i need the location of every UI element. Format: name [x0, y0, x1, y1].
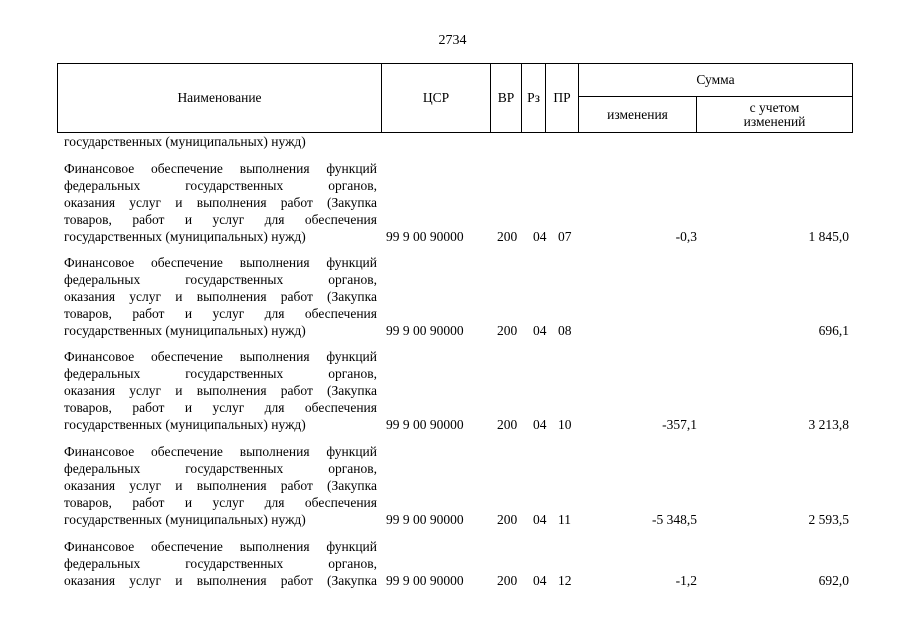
row-total: 692,0 — [818, 573, 849, 588]
table-row — [57, 160, 852, 245]
row-name — [64, 538, 377, 589]
row-pr: 12 — [558, 573, 572, 588]
table-header — [57, 63, 853, 133]
row-change: -1,2 — [675, 573, 697, 588]
row-name-line: Финансовое обеспечение выполнения функций — [64, 349, 377, 364]
table-row — [57, 254, 852, 339]
table-row — [57, 348, 852, 433]
row-csr: 99 9 00 90000 — [386, 512, 464, 527]
row-vr: 200 — [497, 323, 518, 338]
row-name — [64, 348, 377, 433]
row-vr: 200 — [497, 417, 518, 432]
header-vr: ВР — [491, 64, 522, 133]
row-name-line: государственных (муниципальных) нужд) — [64, 417, 306, 432]
row-total: 3 213,8 — [808, 417, 849, 432]
row-name-line: товаров, работ и услуг для обеспечения — [64, 306, 377, 321]
row-vr: 200 — [497, 229, 518, 244]
header-name: Наименование — [58, 64, 382, 133]
row-rz: 04 — [533, 512, 547, 527]
row-csr: 99 9 00 90000 — [386, 323, 464, 338]
row-change: -357,1 — [662, 417, 697, 432]
row-name-line: федеральных государственных органов, — [64, 556, 377, 571]
row-total: 1 845,0 — [808, 229, 849, 244]
row-rz: 04 — [533, 417, 547, 432]
row-csr: 99 9 00 90000 — [386, 417, 464, 432]
header-csr: ЦСР — [382, 64, 491, 133]
row-vr: 200 — [497, 512, 518, 527]
row-name-line: федеральных государственных органов, — [64, 366, 377, 381]
row-name-line: оказания услуг и выполнения работ (Закупка — [64, 383, 377, 398]
row-name-line: Финансовое обеспечение выполнения функций — [64, 444, 377, 459]
row-name-line: оказания услуг и выполнения работ (Закупка — [64, 289, 377, 304]
row-csr: 99 9 00 90000 — [386, 573, 464, 588]
row-name-line: оказания услуг и выполнения работ (Закупка — [64, 195, 377, 210]
row-name-line: товаров, работ и услуг для обеспечения — [64, 212, 377, 227]
row-pr: 11 — [558, 512, 571, 527]
row-name-line: Финансовое обеспечение выполнения функций — [64, 539, 377, 554]
row-total: 2 593,5 — [808, 512, 849, 527]
row-rz: 04 — [533, 229, 547, 244]
table-row — [57, 538, 852, 623]
row-name-line: товаров, работ и услуг для обеспечения — [64, 495, 377, 510]
header-rz: Рз — [522, 64, 546, 133]
header-total-line1: с учетом — [749, 99, 800, 115]
row-name-line: федеральных государственных органов, — [64, 461, 377, 476]
row-name — [64, 254, 377, 339]
header-pr: ПР — [546, 64, 579, 133]
row-rz: 04 — [533, 323, 547, 338]
row-name — [64, 443, 377, 528]
row-name-line: оказания услуг и выполнения работ (Закупка — [64, 573, 377, 588]
row-name-line: оказания услуг и выполнения работ (Закупка — [64, 478, 377, 493]
table-row — [57, 443, 852, 528]
header-total — [697, 97, 853, 133]
row-name-line: федеральных государственных органов, — [64, 178, 377, 193]
header-sum: Сумма — [579, 64, 853, 97]
row-name — [64, 160, 377, 245]
row-pr: 07 — [558, 229, 572, 244]
row-name-line: товаров, работ и услуг для обеспечения — [64, 400, 377, 415]
row-name-line: государственных (муниципальных) нужд) — [64, 323, 306, 338]
row-vr: 200 — [497, 573, 518, 588]
row-change: -0,3 — [675, 229, 697, 244]
row-name-line: Финансовое обеспечение выполнения функций — [64, 161, 377, 176]
row-total: 696,1 — [818, 323, 849, 338]
row-pr: 10 — [558, 417, 572, 432]
page-number: 2734 — [438, 33, 467, 48]
row-name-line: государственных (муниципальных) нужд) — [64, 229, 306, 244]
header-change: изменения — [579, 97, 697, 133]
row-name-line: Финансовое обеспечение выполнения функций — [64, 255, 377, 270]
row-name-line: федеральных государственных органов, — [64, 272, 377, 287]
row-pr: 08 — [558, 323, 572, 338]
row-change: -5 348,5 — [652, 512, 697, 527]
row-rz: 04 — [533, 573, 547, 588]
continuation-text: государственных (муниципальных) нужд) — [64, 134, 306, 149]
row-name-line: государственных (муниципальных) нужд) — [64, 512, 306, 527]
row-csr: 99 9 00 90000 — [386, 229, 464, 244]
header-total-line2: изменений — [743, 113, 806, 129]
